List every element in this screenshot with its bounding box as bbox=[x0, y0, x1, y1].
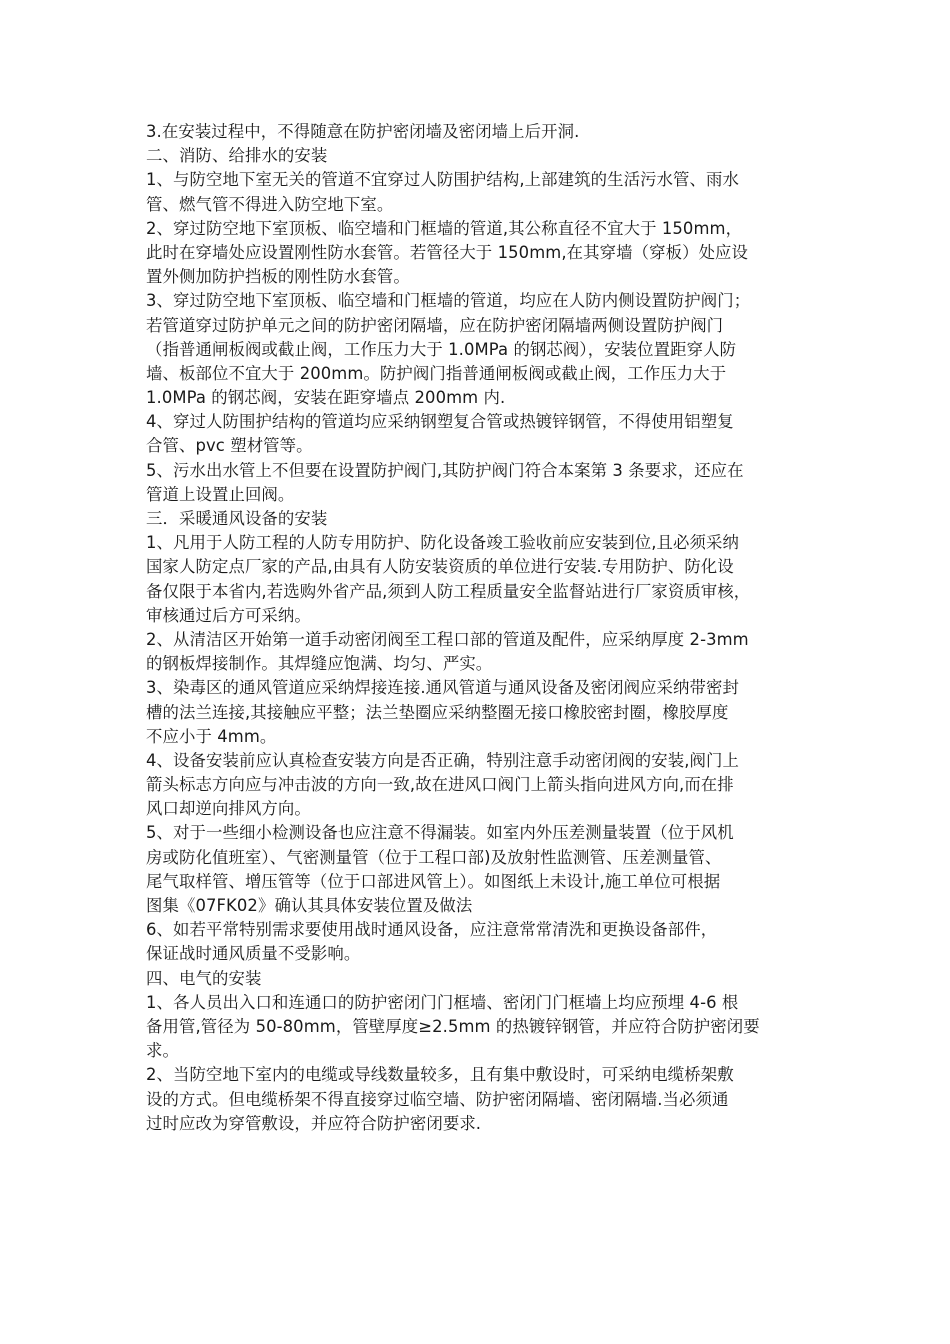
paragraph-line: 尾气取样管、增压管等（位于口部进风管上）。如图纸上未设计,施工单位可根据 bbox=[146, 871, 721, 891]
paragraph-line: 4、设备安装前应认真检查安装方向是否正确，特别注意手动密闭阀的安装,阀门上 bbox=[146, 750, 740, 770]
paragraph-line: 置外侧加防护挡板的刚性防水套管。 bbox=[146, 267, 410, 287]
paragraph-line: 1、与防空地下室无关的管道不宜穿过人防围护结构,上部建筑的生活污水管、雨水 bbox=[146, 170, 740, 190]
paragraph-line: 1、凡用于人防工程的人防专用防护、防化设备竣工验收前应安装到位,且必须采纳 bbox=[146, 533, 740, 553]
paragraph-line: 1.0MPa 的钢芯阀，安装在距穿墙点 200mm 内. bbox=[146, 388, 506, 408]
paragraph-line: 2、当防空地下室内的电缆或导线数量较多，且有集中敷设时，可采纳电缆桥架敷 bbox=[146, 1065, 734, 1085]
section-heading: 四、电气的安装 bbox=[146, 968, 262, 988]
paragraph-line: 备仅限于本省内,若选购外省产品,须到人防工程质量安全监督站进行厂家资质审核， bbox=[146, 581, 751, 601]
paragraph-line: 箭头标志方向应与冲击波的方向一致,故在进风口阀门上箭头指向进风方向,而在排 bbox=[146, 775, 734, 795]
document-body bbox=[146, 120, 812, 1136]
paragraph-line: 3、染毒区的通风管道应采纳焊接连接.通风管道与通风设备及密闭阀应采纳带密封 bbox=[146, 678, 740, 698]
paragraph-line: 3.在安装过程中，不得随意在防护密闭墙及密闭墙上后开洞. bbox=[146, 122, 580, 141]
paragraph-line: 风口却逆向排风方向。 bbox=[146, 799, 311, 819]
paragraph-line: 审核通过后方可采纳。 bbox=[146, 605, 311, 625]
paragraph-line: 合管、pvc 塑材管等。 bbox=[146, 436, 313, 456]
paragraph-line: 1、各人员出入口和连通口的防护密闭门门框墙、密闭门门框墙上均应预埋 4-6 根 bbox=[146, 992, 739, 1012]
paragraph-line: 5、污水出水管上不但要在设置防护阀门,其防护阀门符合本案第 3 条要求，还应在 bbox=[146, 460, 744, 480]
paragraph-line: 管道上设置止回阀。 bbox=[146, 484, 295, 504]
section-heading: 三．采暖通风设备的安装 bbox=[146, 509, 328, 528]
paragraph-line: 2、穿过防空地下室顶板、临空墙和门框墙的管道,其公称直径不宜大于 150mm， bbox=[146, 218, 743, 238]
paragraph-line: 求。 bbox=[146, 1041, 179, 1061]
paragraph-line: 房或防化值班室）、气密测量管（位于工程口部)及放射性监测管、压差测量管、 bbox=[146, 847, 722, 867]
section-heading: 二、消防、给排水的安装 bbox=[146, 146, 328, 166]
paragraph-line: 管、燃气管不得进入防空地下室。 bbox=[146, 194, 394, 214]
paragraph-line: 6、如若平常特别需求要使用战时通风设备，应注意常常清洗和更换设备部件， bbox=[146, 920, 718, 940]
paragraph-line: 备用管,管径为 50-80mm，管壁厚度≥2.5mm 的热镀锌钢管，并应符合防护密闭要 bbox=[146, 1016, 760, 1036]
paragraph-line: 3、穿过防空地下室顶板、临空墙和门框墙的管道，均应在人防内侧设置防护阀门； bbox=[146, 291, 751, 311]
paragraph-line: 设的方式。但电缆桥架不得直接穿过临空墙、防护密闭隔墙、密闭隔墙.当必须通 bbox=[146, 1089, 729, 1109]
paragraph-line: 保证战时通风质量不受影响。 bbox=[146, 944, 361, 964]
paragraph-line: 图集《07FK02》确认其具体安装位置及做法 bbox=[146, 896, 473, 915]
paragraph-line: 5、对于一些细小检测设备也应注意不得漏装。如室内外压差测量装置（位于风机 bbox=[146, 823, 734, 843]
paragraph-line: 墙、板部位不宜大于 200mm。防护阀门指普通闸板阀或截止阀，工作压力大于 bbox=[146, 363, 727, 383]
paragraph-line: （指普通闸板阀或截止阀，工作压力大于 1.0MPa 的钢芯阀），安装位置距穿人防 bbox=[146, 339, 737, 359]
paragraph-line: 4、穿过人防围护结构的管道均应采纳钢塑复合管或热镀锌钢管，不得使用铝塑复 bbox=[146, 412, 734, 432]
paragraph-line: 2、从清洁区开始第一道手动密闭阀至工程口部的管道及配件，应采纳厚度 2-3mm bbox=[146, 629, 749, 649]
paragraph-line: 此时在穿墙处应设置刚性防水套管。若管径大于 150mm,在其穿墙（穿板）处应设 bbox=[146, 242, 749, 262]
paragraph-line: 若管道穿过防护单元之间的防护密闭隔墙，应在防护密闭隔墙两侧设置防护阀门 bbox=[146, 315, 724, 335]
paragraph-line: 的钢板焊接制作。其焊缝应饱满、均匀、严实。 bbox=[146, 654, 493, 674]
paragraph-line: 过时应改为穿管敷设，并应符合防护密闭要求. bbox=[146, 1113, 482, 1133]
paragraph-line: 槽的法兰连接,其接触应平整；法兰垫圈应采纳整圈无接口橡胶密封圈，橡胶厚度 bbox=[146, 702, 729, 722]
paragraph-line: 国家人防定点厂家的产品,由具有人防安装资质的单位进行安装.专用防护、防化设 bbox=[146, 557, 734, 577]
paragraph-line: 不应小于 4mm。 bbox=[146, 726, 277, 746]
